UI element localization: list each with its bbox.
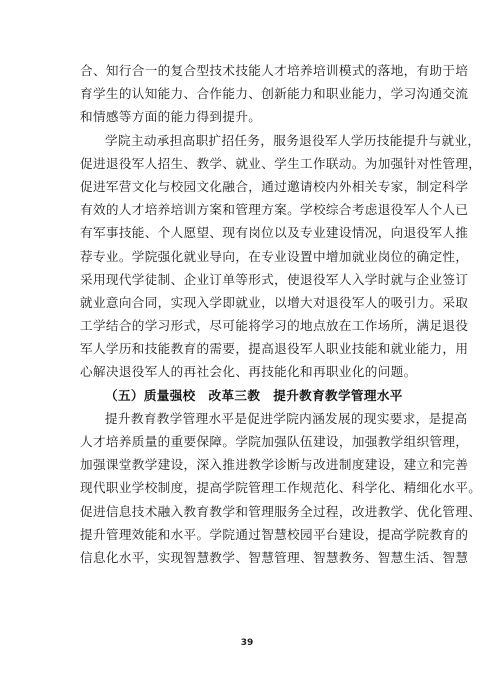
text-line: 学院主动承担高职扩招任务，服务退役军人学历技能提升与就业，: [105, 132, 481, 148]
text-line: 有军事技能、个人愿望、现有岗位以及专业建设情况，向退役军人推: [80, 225, 469, 241]
text-line: 促进信息技术融入教育教学和管理服务全过程，改进教学、优化管理、: [80, 503, 482, 519]
page-number: 39: [240, 638, 254, 648]
text-line: 合、知行合一的复合型技术技能人才培养培训模式的落地，有助于培: [80, 63, 469, 78]
text-line: 促进军营文化与校园文化融合，通过邀请校内外相关专家，制定科学: [80, 178, 469, 194]
text-line: 现代职业学校制度，提高学院管理工作规范化、科学化、精细化水平。: [80, 480, 482, 496]
text-line: 信息化水平，实现智慧教学、智慧管理、智慧教务、智慧生活、智慧: [80, 549, 469, 565]
document-body: [80, 59, 482, 569]
text-line: 促进退役军人招生、教学、就业、学生工作联动。为加强针对性管理，: [80, 155, 482, 171]
text-line: 荐专业。学院强化就业导向，在专业设置中增加就业岗位的确定性，: [80, 248, 469, 264]
text-line: 军人学历和技能教育的需要，提高退役军人职业技能和就业能力，用: [80, 341, 469, 357]
section-heading: （五）质量强校 改革三教 提升教育教学管理水平: [105, 387, 403, 403]
text-line: 提升教育教学管理水平是促进学院内涵发展的现实要求，是提高: [105, 410, 468, 426]
text-line: 工学结合的学习形式，尽可能将学习的地点放在工作场所，满足退役: [80, 318, 469, 334]
text-line: 采用现代学徒制、企业订单等形式，使退役军人入学时就与企业签订: [80, 271, 469, 287]
text-line: 加强课堂教学建设，深入推进教学诊断与改进制度建设，建立和完善: [80, 457, 469, 473]
text-line: 就业意向合同，实现入学即就业，以增大对退役军人的吸引力。采取: [80, 294, 469, 310]
text-line: 和情感等方面的能力得到提升。: [80, 109, 262, 125]
text-line: 心解决退役军人的再社会化、再技能化和再职业化的问题。: [80, 364, 417, 380]
text-line: 人才培养质量的重要保障。学院加强队伍建设，加强教学组织管理，: [80, 434, 469, 449]
text-line: 育学生的认知能力、合作能力、创新能力和职业能力，学习沟通交流: [80, 86, 469, 102]
paragraph-veterans: [80, 129, 482, 384]
text-line: 提升管理效能和水平。学院通过智慧校园平台建设，提高学院教育的: [80, 526, 469, 542]
paragraph-teaching-management: [80, 407, 482, 569]
paragraph-continuation: [80, 59, 469, 129]
text-line: 有效的人才培养培训方案和管理方案。学校综合考虑退役军人个人已: [80, 202, 469, 218]
